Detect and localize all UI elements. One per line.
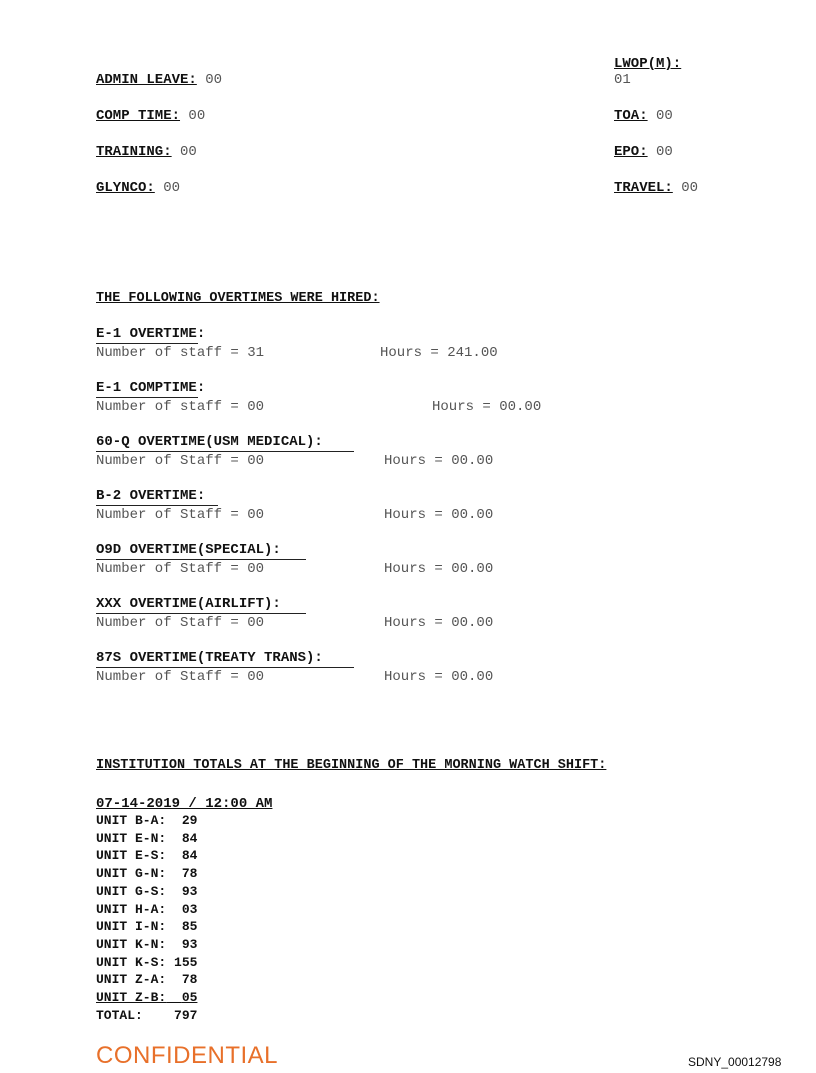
- leave-glynco: [96, 180, 180, 196]
- unit-row: [96, 954, 197, 972]
- leave-label: ADMIN LEAVE:: [96, 72, 197, 88]
- total-value: 797: [174, 1007, 198, 1023]
- overtime-hours: Hours = 00.00: [384, 615, 494, 631]
- overtime-staff: Number of Staff = 00: [96, 615, 265, 631]
- unit-label: UNIT G-N:: [96, 866, 167, 882]
- overtime-underline: [96, 667, 354, 668]
- leave-label: GLYNCO:: [96, 180, 155, 196]
- unit-count: 93: [181, 883, 198, 899]
- leave-label: COMP TIME:: [96, 108, 181, 124]
- overtime-title: 60-Q OVERTIME(USM MEDICAL):: [96, 434, 323, 450]
- totals-heading: INSTITUTION TOTALS AT THE BEGINNING OF THE MORNING WATCH SHIFT:: [96, 758, 607, 773]
- unit-row: [96, 936, 197, 954]
- leave-value: 00: [188, 108, 206, 124]
- overtime-underline: [96, 559, 306, 560]
- leave-label: TOA:: [614, 108, 648, 124]
- overtime-hours: Hours = 00.00: [384, 453, 494, 469]
- overtime-underline: [96, 613, 306, 614]
- overtime-hours: Hours = 241.00: [380, 345, 498, 361]
- overtime-underline: [96, 343, 198, 344]
- leave-toa: [614, 108, 673, 124]
- overtime-staff: Number of staff = 00: [96, 399, 265, 415]
- unit-label: UNIT K-S:: [96, 954, 167, 970]
- unit-label: UNIT K-N:: [96, 936, 167, 952]
- overtime-title: E-1 OVERTIME:: [96, 326, 206, 342]
- leave-value: 00: [681, 180, 699, 196]
- unit-row: [96, 989, 197, 1007]
- unit-label: UNIT B-A:: [96, 813, 167, 828]
- overtime-title: O9D OVERTIME(SPECIAL):: [96, 542, 281, 558]
- leave-value: 00: [656, 144, 673, 160]
- unit-row: [96, 918, 197, 936]
- leave-value: 01: [614, 72, 631, 88]
- overtime-title: 87S OVERTIME(TREATY TRANS):: [96, 650, 323, 666]
- bates-number: SDNY_00012798: [688, 1055, 782, 1069]
- total-row: [96, 1007, 197, 1025]
- unit-label: UNIT E-N:: [96, 830, 167, 846]
- overtime-staff: Number of Staff = 00: [96, 669, 265, 685]
- leave-value: 00: [180, 144, 197, 160]
- unit-row: [96, 883, 197, 901]
- unit-count: 29: [181, 813, 198, 828]
- unit-count: 85: [181, 919, 198, 935]
- unit-count: 03: [181, 901, 198, 917]
- unit-row: [96, 865, 197, 883]
- leave-lwop: [614, 56, 681, 88]
- leave-value: 00: [205, 72, 223, 88]
- unit-label: UNIT G-S:: [96, 883, 167, 899]
- unit-count: 05: [181, 990, 198, 1005]
- leave-label: EPO:: [614, 144, 648, 160]
- unit-row: [96, 812, 197, 830]
- total-label: TOTAL:: [96, 1007, 143, 1023]
- leave-training: [96, 144, 197, 160]
- leave-epo: [614, 144, 673, 160]
- overtime-hours: Hours = 00.00: [384, 561, 494, 577]
- overtime-title: XXX OVERTIME(AIRLIFT):: [96, 596, 281, 612]
- leave-value: 00: [656, 108, 673, 124]
- overtime-hours: Hours = 00.00: [384, 507, 494, 523]
- overtime-staff: Number of staff = 31: [96, 345, 265, 361]
- leave-admin: [96, 72, 222, 88]
- unit-label: UNIT Z-A:: [96, 972, 167, 988]
- unit-label: UNIT H-A:: [96, 901, 167, 917]
- leave-label: TRAINING:: [96, 144, 172, 160]
- unit-count: 84: [181, 830, 198, 846]
- leave-label: LWOP(M):: [614, 56, 682, 72]
- leave-comp: [96, 108, 205, 124]
- unit-row: [96, 901, 197, 919]
- unit-count: 78: [181, 866, 198, 882]
- unit-count: 155: [174, 954, 198, 970]
- leave-value: 00: [163, 180, 181, 196]
- totals-datetime: 07-14-2019 / 12:00 AM: [96, 796, 273, 812]
- unit-row: [96, 830, 197, 848]
- leave-travel: [614, 180, 698, 196]
- unit-count: 84: [181, 848, 198, 864]
- unit-label: UNIT Z-B:: [96, 990, 167, 1005]
- unit-row: [96, 971, 197, 989]
- overtime-title: B-2 OVERTIME:: [96, 488, 206, 504]
- overtime-title: E-1 COMPTIME:: [96, 380, 206, 396]
- leave-label: TRAVEL:: [614, 180, 673, 196]
- overtime-staff: Number of Staff = 00: [96, 507, 265, 523]
- unit-count: 93: [181, 936, 198, 952]
- unit-count: 78: [181, 972, 198, 988]
- unit-row: [96, 847, 197, 865]
- overtime-underline: [96, 451, 354, 452]
- overtime-staff: Number of Staff = 00: [96, 453, 265, 469]
- overtime-underline: [96, 505, 218, 506]
- overtime-hours: Hours = 00.00: [384, 669, 494, 685]
- unit-label: UNIT E-S:: [96, 848, 167, 864]
- overtime-hours: Hours = 00.00: [432, 399, 542, 415]
- overtime-staff: Number of Staff = 00: [96, 561, 265, 577]
- overtime-heading: THE FOLLOWING OVERTIMES WERE HIRED:: [96, 291, 380, 306]
- overtime-underline: [96, 397, 198, 398]
- unit-label: UNIT I-N:: [96, 919, 167, 935]
- confidential-stamp: CONFIDENTIAL: [96, 1042, 279, 1069]
